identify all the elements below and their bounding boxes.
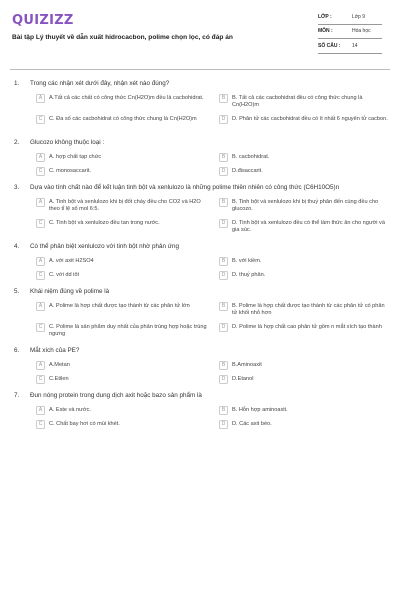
answer-option-d[interactable] [219, 114, 390, 131]
option-text: D. thuỷ phân. [232, 271, 266, 278]
option-letter-box: D [219, 375, 228, 384]
question-header [10, 391, 390, 400]
option-text: C. monosaccarit. [49, 167, 91, 174]
question-header [10, 79, 390, 88]
question-text: Có thể phân biệt xenlulozo với tinh bột nhờ phản ứng [30, 243, 180, 250]
meta-key: MÔN : [318, 28, 333, 35]
question-text: Trong các nhận xét dưới đây, nhận xét nào đúng? [30, 80, 170, 87]
question-number: 1. [14, 80, 20, 87]
option-text: A. Tinh bột và xenlulozo khi bị đốt cháy đều cho CO2 và H2O theo tỉ lệ số mol 6:5. [49, 198, 201, 212]
meta-key: LỚP : [318, 13, 332, 20]
option-text: B. Hỗn hợp aminoaxit. [232, 406, 288, 413]
option-letter-box: C [36, 219, 45, 228]
option-text: A. hợp chất tạp chức [49, 153, 102, 160]
option-letter-box: D [219, 167, 228, 176]
answer-option-a[interactable] [36, 405, 207, 415]
answer-option-b[interactable] [219, 256, 390, 266]
option-letter-box: C [36, 271, 45, 280]
option-text: D. Polime là hợp chất cao phân tử gồm n mắt xích tạo thành [232, 323, 382, 330]
question-number: 6. [14, 347, 20, 354]
answer-option-a[interactable] [36, 152, 207, 162]
option-letter-box: A [36, 361, 45, 370]
option-text: D. Các axit béo. [232, 420, 272, 427]
option-letter-box: D [219, 323, 228, 332]
question-number: 4. [14, 243, 20, 250]
answer-option-d[interactable] [219, 322, 390, 339]
option-text: C. Đa số các cacbohidrat có công thức chung là Cn(H2O)m [49, 115, 197, 122]
answer-options [10, 360, 390, 384]
option-text: B. với kiềm. [232, 257, 262, 264]
option-letter-box: C [36, 323, 45, 332]
meta-table [318, 10, 382, 54]
option-text: B. Polime là hợp chất được tạo thành từ các phân tử có phân tử khối nhỏ hơn [232, 302, 385, 316]
option-text: A.Tất cả các chất có công thức Cn(H2O)m đều là cacbohidrat. [49, 94, 204, 101]
option-letter-box: B [219, 302, 228, 311]
question-6 [10, 346, 390, 384]
question-text: Dựa vào tính chất nào để kết luận tinh bột và xenlulozo là những polime thiên nhiên có công thức (C6H10O5)n [30, 184, 340, 191]
option-text: C. Tinh bột và xenlulozo đều tan trong nước. [49, 219, 160, 226]
option-letter-box: C [36, 420, 45, 429]
option-text: A.Metan [49, 361, 70, 368]
answer-option-b[interactable] [219, 152, 390, 162]
option-letter-box: C [36, 375, 45, 384]
question-list [10, 70, 390, 429]
option-letter-box: D [219, 115, 228, 124]
option-text: D. Tinh bột và xenlulozo đều có thể làm thức ăn cho người và gia súc. [232, 219, 385, 233]
question-text: Glucozo không thuộc loại : [30, 139, 105, 146]
answer-option-d[interactable] [219, 374, 390, 384]
question-header [10, 242, 390, 251]
meta-value: Hóa học [352, 28, 371, 35]
answer-option-c[interactable] [36, 166, 207, 176]
answer-option-c[interactable] [36, 218, 207, 235]
answer-options [10, 301, 390, 339]
option-text: D.Etanol [232, 375, 254, 382]
option-text: D. Phân tử các cacbohidrat đều có ít nhất 6 nguyên tử cacbon. [232, 115, 388, 122]
meta-value: Lớp 9 [352, 13, 366, 20]
answer-option-b[interactable] [219, 197, 390, 214]
meta-row-count [318, 39, 382, 54]
option-letter-box: A [36, 257, 45, 266]
answer-option-b[interactable] [219, 301, 390, 318]
question-3 [10, 183, 390, 235]
question-7 [10, 391, 390, 429]
answer-option-d[interactable] [219, 166, 390, 176]
question-number: 2. [14, 139, 20, 146]
question-number: 3. [14, 184, 20, 191]
answer-option-d[interactable] [219, 218, 390, 235]
option-letter-box: B [219, 361, 228, 370]
answer-option-b[interactable] [219, 93, 390, 110]
option-text: A. với axit H2SO4 [49, 257, 94, 264]
option-letter-box: B [219, 257, 228, 266]
option-letter-box: C [36, 115, 45, 124]
option-letter-box: A [36, 198, 45, 207]
answer-option-c[interactable] [36, 419, 207, 429]
option-letter-box: A [36, 153, 45, 162]
option-letter-box: D [219, 219, 228, 228]
answer-options [10, 152, 390, 176]
option-text: C. với dd iôt [49, 271, 80, 278]
answer-option-c[interactable] [36, 322, 207, 339]
question-text: Khái niệm đúng về polime là [30, 288, 110, 295]
worksheet-title: Bài tập Lý thuyết về dẫn xuất hidrocacbon, polime chọn lọc, có đáp án [12, 34, 233, 41]
question-header [10, 287, 390, 296]
answer-option-d[interactable] [219, 270, 390, 280]
question-header [10, 346, 390, 355]
answer-option-d[interactable] [219, 419, 390, 429]
question-5 [10, 287, 390, 339]
option-text: C. Polime là sản phẩm duy nhất của phản trùng hợp hoặc trùng ngưng [49, 323, 207, 337]
option-letter-box: A [36, 302, 45, 311]
option-text: B. Tất cả các cacbohidrat đều có công thức chung là Cn(H2O)m [232, 94, 363, 108]
option-letter-box: C [36, 167, 45, 176]
answer-option-a[interactable] [36, 256, 207, 266]
answer-options [10, 93, 390, 131]
answer-option-a[interactable] [36, 301, 207, 318]
answer-option-a[interactable] [36, 360, 207, 370]
option-text: D.đisaccarit. [232, 167, 263, 174]
option-letter-box: B [219, 94, 228, 103]
question-1 [10, 79, 390, 131]
question-header [10, 138, 390, 147]
option-letter-box: D [219, 271, 228, 280]
option-text: A. Este và nước. [49, 406, 91, 413]
quizizz-logo: QUIZIZZ [12, 13, 74, 28]
option-letter-box: B [219, 153, 228, 162]
question-number: 5. [14, 288, 20, 295]
option-letter-box: D [219, 420, 228, 429]
option-text: B. cacbohidrat. [232, 153, 270, 160]
option-letter-box: B [219, 198, 228, 207]
worksheet-header [10, 0, 390, 70]
option-text: A. Polime là hợp chất được tạo thành từ các phân tử lớn [49, 302, 190, 309]
option-text: C.Etilen [49, 375, 69, 382]
question-text: Mắt xích của PE? [30, 347, 80, 354]
answer-option-a[interactable] [36, 93, 207, 110]
option-letter-box: B [219, 406, 228, 415]
meta-row-class [318, 10, 382, 25]
answer-option-c[interactable] [36, 374, 207, 384]
answer-option-c[interactable] [36, 270, 207, 280]
answer-option-b[interactable] [219, 405, 390, 415]
option-text: C. Chất bay hơi có mùi khét. [49, 420, 120, 427]
option-text: B.Aminoaxit [232, 361, 262, 368]
answer-option-a[interactable] [36, 197, 207, 214]
answer-option-b[interactable] [219, 360, 390, 370]
question-4 [10, 242, 390, 280]
question-number: 7. [14, 392, 20, 399]
option-letter-box: A [36, 94, 45, 103]
question-2 [10, 138, 390, 176]
meta-row-subject [318, 25, 382, 40]
answer-option-c[interactable] [36, 114, 207, 131]
option-letter-box: A [36, 406, 45, 415]
meta-value: 14 [352, 42, 358, 49]
answer-options [10, 197, 390, 235]
meta-key: SỐ CÂU : [318, 42, 341, 49]
question-text: Đun nóng protein trong dung dịch axit hoặc bazo sản phẩm là [30, 392, 202, 399]
question-header [10, 183, 390, 192]
option-text: B. Tinh bột và xenlulozo khi bị thuỷ phân đến cùng đều cho glucozo. [232, 198, 379, 212]
answer-options [10, 405, 390, 429]
answer-options [10, 256, 390, 280]
